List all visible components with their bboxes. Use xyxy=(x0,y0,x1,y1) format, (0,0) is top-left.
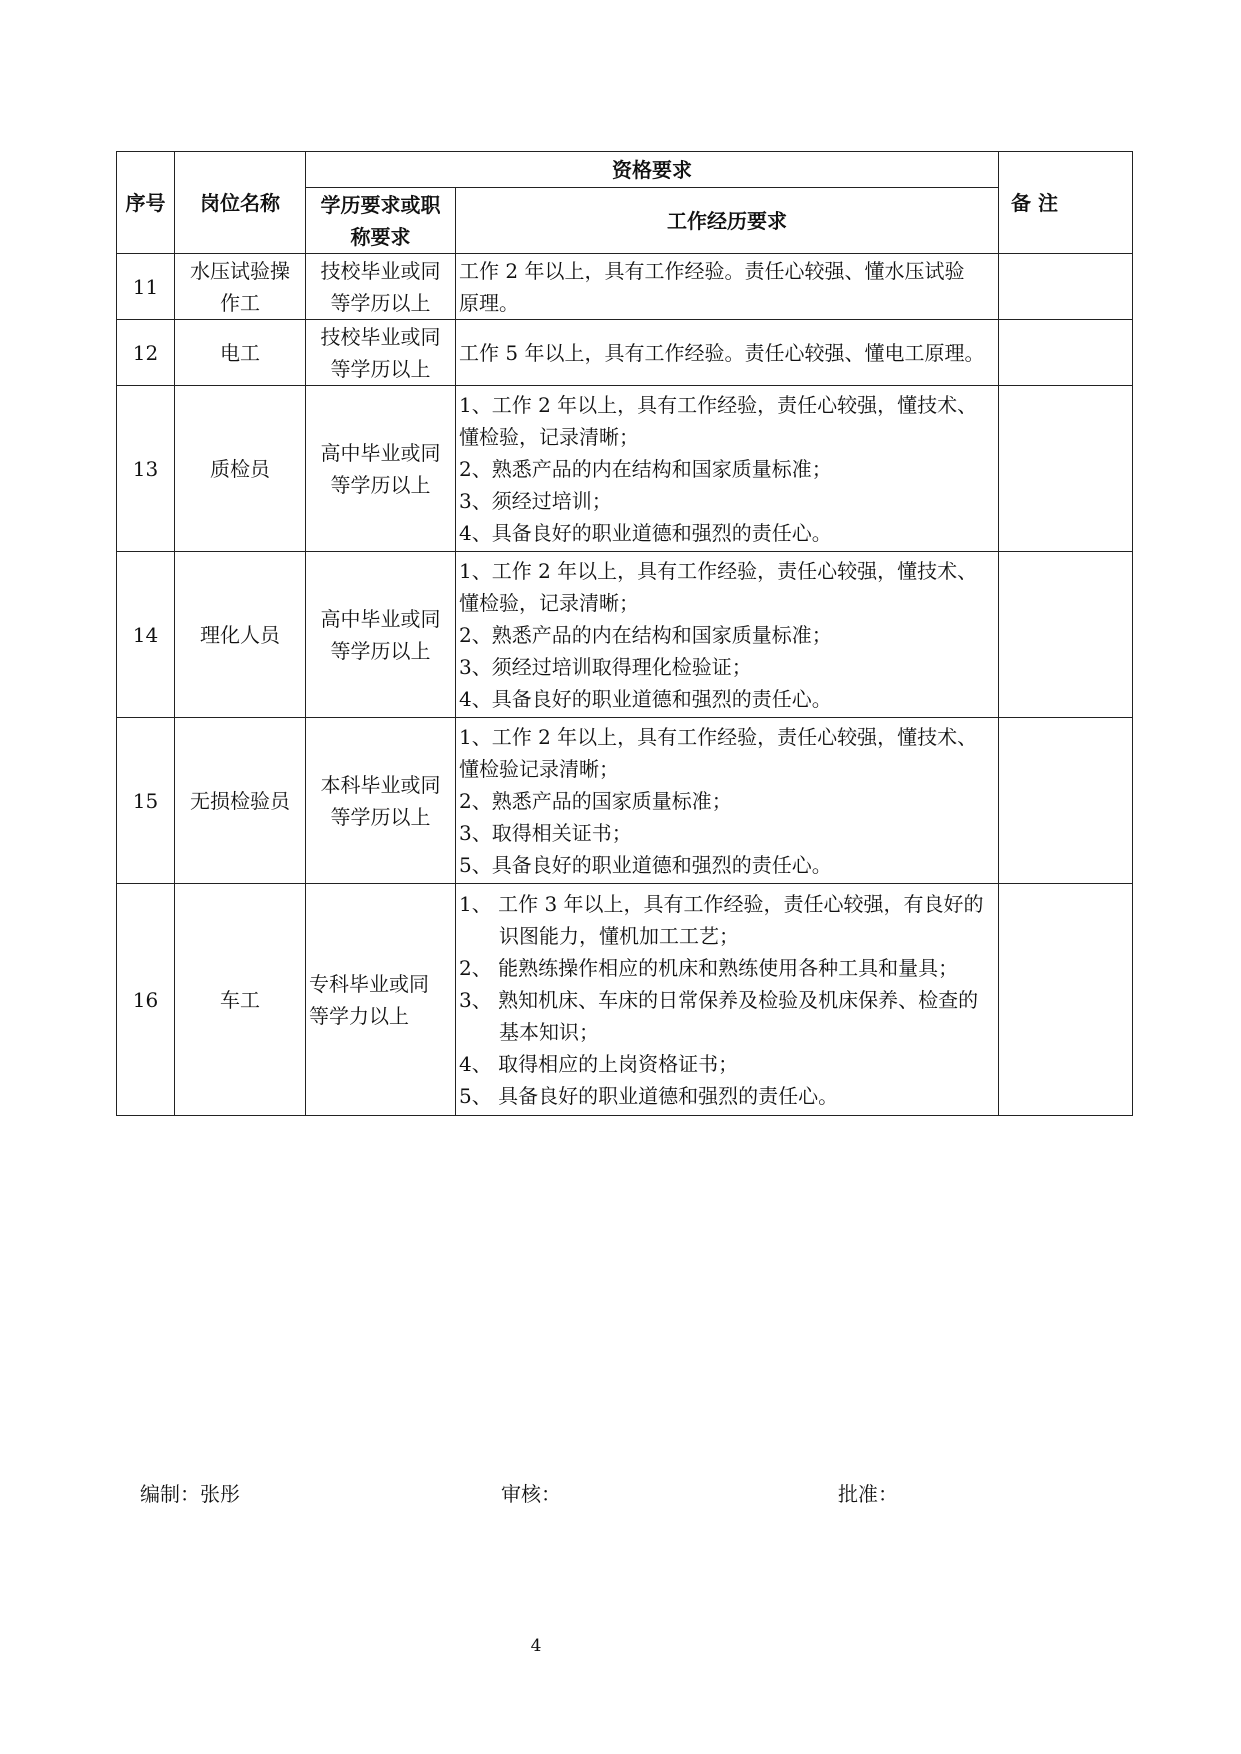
header-seq: 序号 xyxy=(117,152,175,254)
table-row xyxy=(117,718,1133,884)
cell-position xyxy=(175,552,306,718)
table-row xyxy=(117,254,1133,320)
cell-position xyxy=(175,320,306,386)
cell-education-line: 等学历以上 xyxy=(330,804,431,829)
cell-remarks xyxy=(999,320,1133,386)
cell-position-line: 水压试验操 xyxy=(190,258,290,283)
cell-education-line: 专科毕业或同 xyxy=(309,971,429,996)
footer-reviewed: 审核： xyxy=(501,1482,561,1506)
cell-seq: 14 xyxy=(117,552,175,718)
cell-remarks xyxy=(999,552,1133,718)
cell-education xyxy=(306,552,456,718)
cell-education-line: 等学历以上 xyxy=(330,290,431,315)
cell-remarks xyxy=(999,884,1133,1116)
cell-education-line: 高中毕业或同 xyxy=(320,440,441,465)
table-header xyxy=(117,152,1133,254)
cell-remarks xyxy=(999,254,1133,320)
cell-experience-line: 1、工作 2 年以上，具有工作经验，责任心较强，懂技术、 xyxy=(459,392,978,417)
cell-experience-line: 4、具备良好的职业道德和强烈的责任心。 xyxy=(459,686,832,711)
cell-experience-line: 1、工作 2 年以上，具有工作经验，责任心较强，懂技术、 xyxy=(459,724,978,749)
cell-experience xyxy=(456,320,999,386)
qualification-table xyxy=(116,151,1133,1116)
table-row xyxy=(117,884,1133,1116)
cell-position-line: 质检员 xyxy=(210,456,270,481)
cell-experience xyxy=(456,718,999,884)
cell-seq: 11 xyxy=(117,254,175,320)
footer-prepared: 编制：张彤 xyxy=(140,1482,240,1506)
cell-experience-line: 2、熟悉产品的内在结构和国家质量标准； xyxy=(459,456,832,481)
cell-education-line: 等学历以上 xyxy=(330,638,431,663)
cell-education-line: 技校毕业或同 xyxy=(320,324,441,349)
cell-education-line: 高中毕业或同 xyxy=(320,606,441,631)
cell-position xyxy=(175,884,306,1116)
cell-position-line: 理化人员 xyxy=(200,622,280,647)
cell-education xyxy=(306,254,456,320)
cell-experience-line: 工作 5 年以上，具有工作经验。责任心较强、懂电工原理。 xyxy=(459,340,985,365)
cell-experience-line: 工作 2 年以上，具有工作经验。责任心较强、懂水压试验 xyxy=(459,258,965,283)
cell-position-line: 作工 xyxy=(220,290,260,315)
cell-seq: 13 xyxy=(117,386,175,552)
cell-experience-line: 2、熟悉产品的内在结构和国家质量标准； xyxy=(459,622,832,647)
cell-position-line: 车工 xyxy=(220,987,260,1012)
cell-education xyxy=(306,320,456,386)
cell-experience-line: 3、须经过培训取得理化检验证； xyxy=(459,654,752,679)
cell-experience xyxy=(456,386,999,552)
cell-experience-line: 1、 工作 3 年以上，具有工作经验，责任心较强，有良好的识图能力，懂机加工工艺； xyxy=(459,891,984,948)
cell-seq: 12 xyxy=(117,320,175,386)
cell-education-line: 等学力以上 xyxy=(309,1003,409,1028)
cell-experience-line: 懂检验，记录清晰； xyxy=(459,590,639,615)
cell-education xyxy=(306,884,456,1116)
cell-experience-line: 5、具备良好的职业道德和强烈的责任心。 xyxy=(459,852,832,877)
table-body xyxy=(117,254,1133,1116)
header-position: 岗位名称 xyxy=(175,152,306,254)
table-row xyxy=(117,320,1133,386)
footer-approved: 批准： xyxy=(838,1482,898,1506)
header-qualification: 资格要求 xyxy=(306,152,999,188)
cell-experience-line: 3、须经过培训； xyxy=(459,488,612,513)
cell-experience-line: 3、取得相关证书； xyxy=(459,820,632,845)
cell-position-line: 电工 xyxy=(220,340,260,365)
cell-experience-line: 4、 取得相应的上岗资格证书； xyxy=(459,1051,739,1076)
cell-experience-line: 2、熟悉产品的国家质量标准； xyxy=(459,788,732,813)
page-number: 4 xyxy=(530,1636,542,1656)
cell-seq: 16 xyxy=(117,884,175,1116)
table-row xyxy=(117,552,1133,718)
cell-remarks xyxy=(999,386,1133,552)
cell-education-line: 等学历以上 xyxy=(330,356,431,381)
header-remarks: 备 注 xyxy=(999,152,1133,254)
cell-position-line: 无损检验员 xyxy=(190,788,290,813)
cell-experience-line: 5、 具备良好的职业道德和强烈的责任心。 xyxy=(459,1083,839,1108)
cell-experience-line: 懂检验记录清晰； xyxy=(459,756,619,781)
cell-education xyxy=(306,386,456,552)
cell-experience-line: 原理。 xyxy=(459,290,519,315)
cell-education-line: 本科毕业或同 xyxy=(320,772,441,797)
header-education xyxy=(306,188,456,254)
cell-experience-line: 懂检验，记录清晰； xyxy=(459,424,639,449)
cell-education-line: 等学历以上 xyxy=(330,472,431,497)
cell-experience-line: 1、工作 2 年以上，具有工作经验，责任心较强，懂技术、 xyxy=(459,558,978,583)
cell-seq: 15 xyxy=(117,718,175,884)
cell-experience xyxy=(456,884,999,1116)
cell-experience-line: 4、具备良好的职业道德和强烈的责任心。 xyxy=(459,520,832,545)
header-education-line: 称要求 xyxy=(350,224,411,249)
cell-experience xyxy=(456,552,999,718)
header-experience: 工作经历要求 xyxy=(456,188,999,254)
cell-experience-line: 3、 熟知机床、车床的日常保养及检验及机床保养、检查的基本知识； xyxy=(459,987,979,1044)
table-row xyxy=(117,386,1133,552)
cell-remarks xyxy=(999,718,1133,884)
cell-experience-line: 2、 能熟练操作相应的机床和熟练使用各种工具和量具； xyxy=(459,955,959,980)
cell-education-line: 技校毕业或同 xyxy=(320,258,441,283)
cell-education xyxy=(306,718,456,884)
cell-experience xyxy=(456,254,999,320)
header-education-line: 学历要求或职 xyxy=(320,192,441,217)
cell-position xyxy=(175,386,306,552)
cell-position xyxy=(175,254,306,320)
cell-position xyxy=(175,718,306,884)
